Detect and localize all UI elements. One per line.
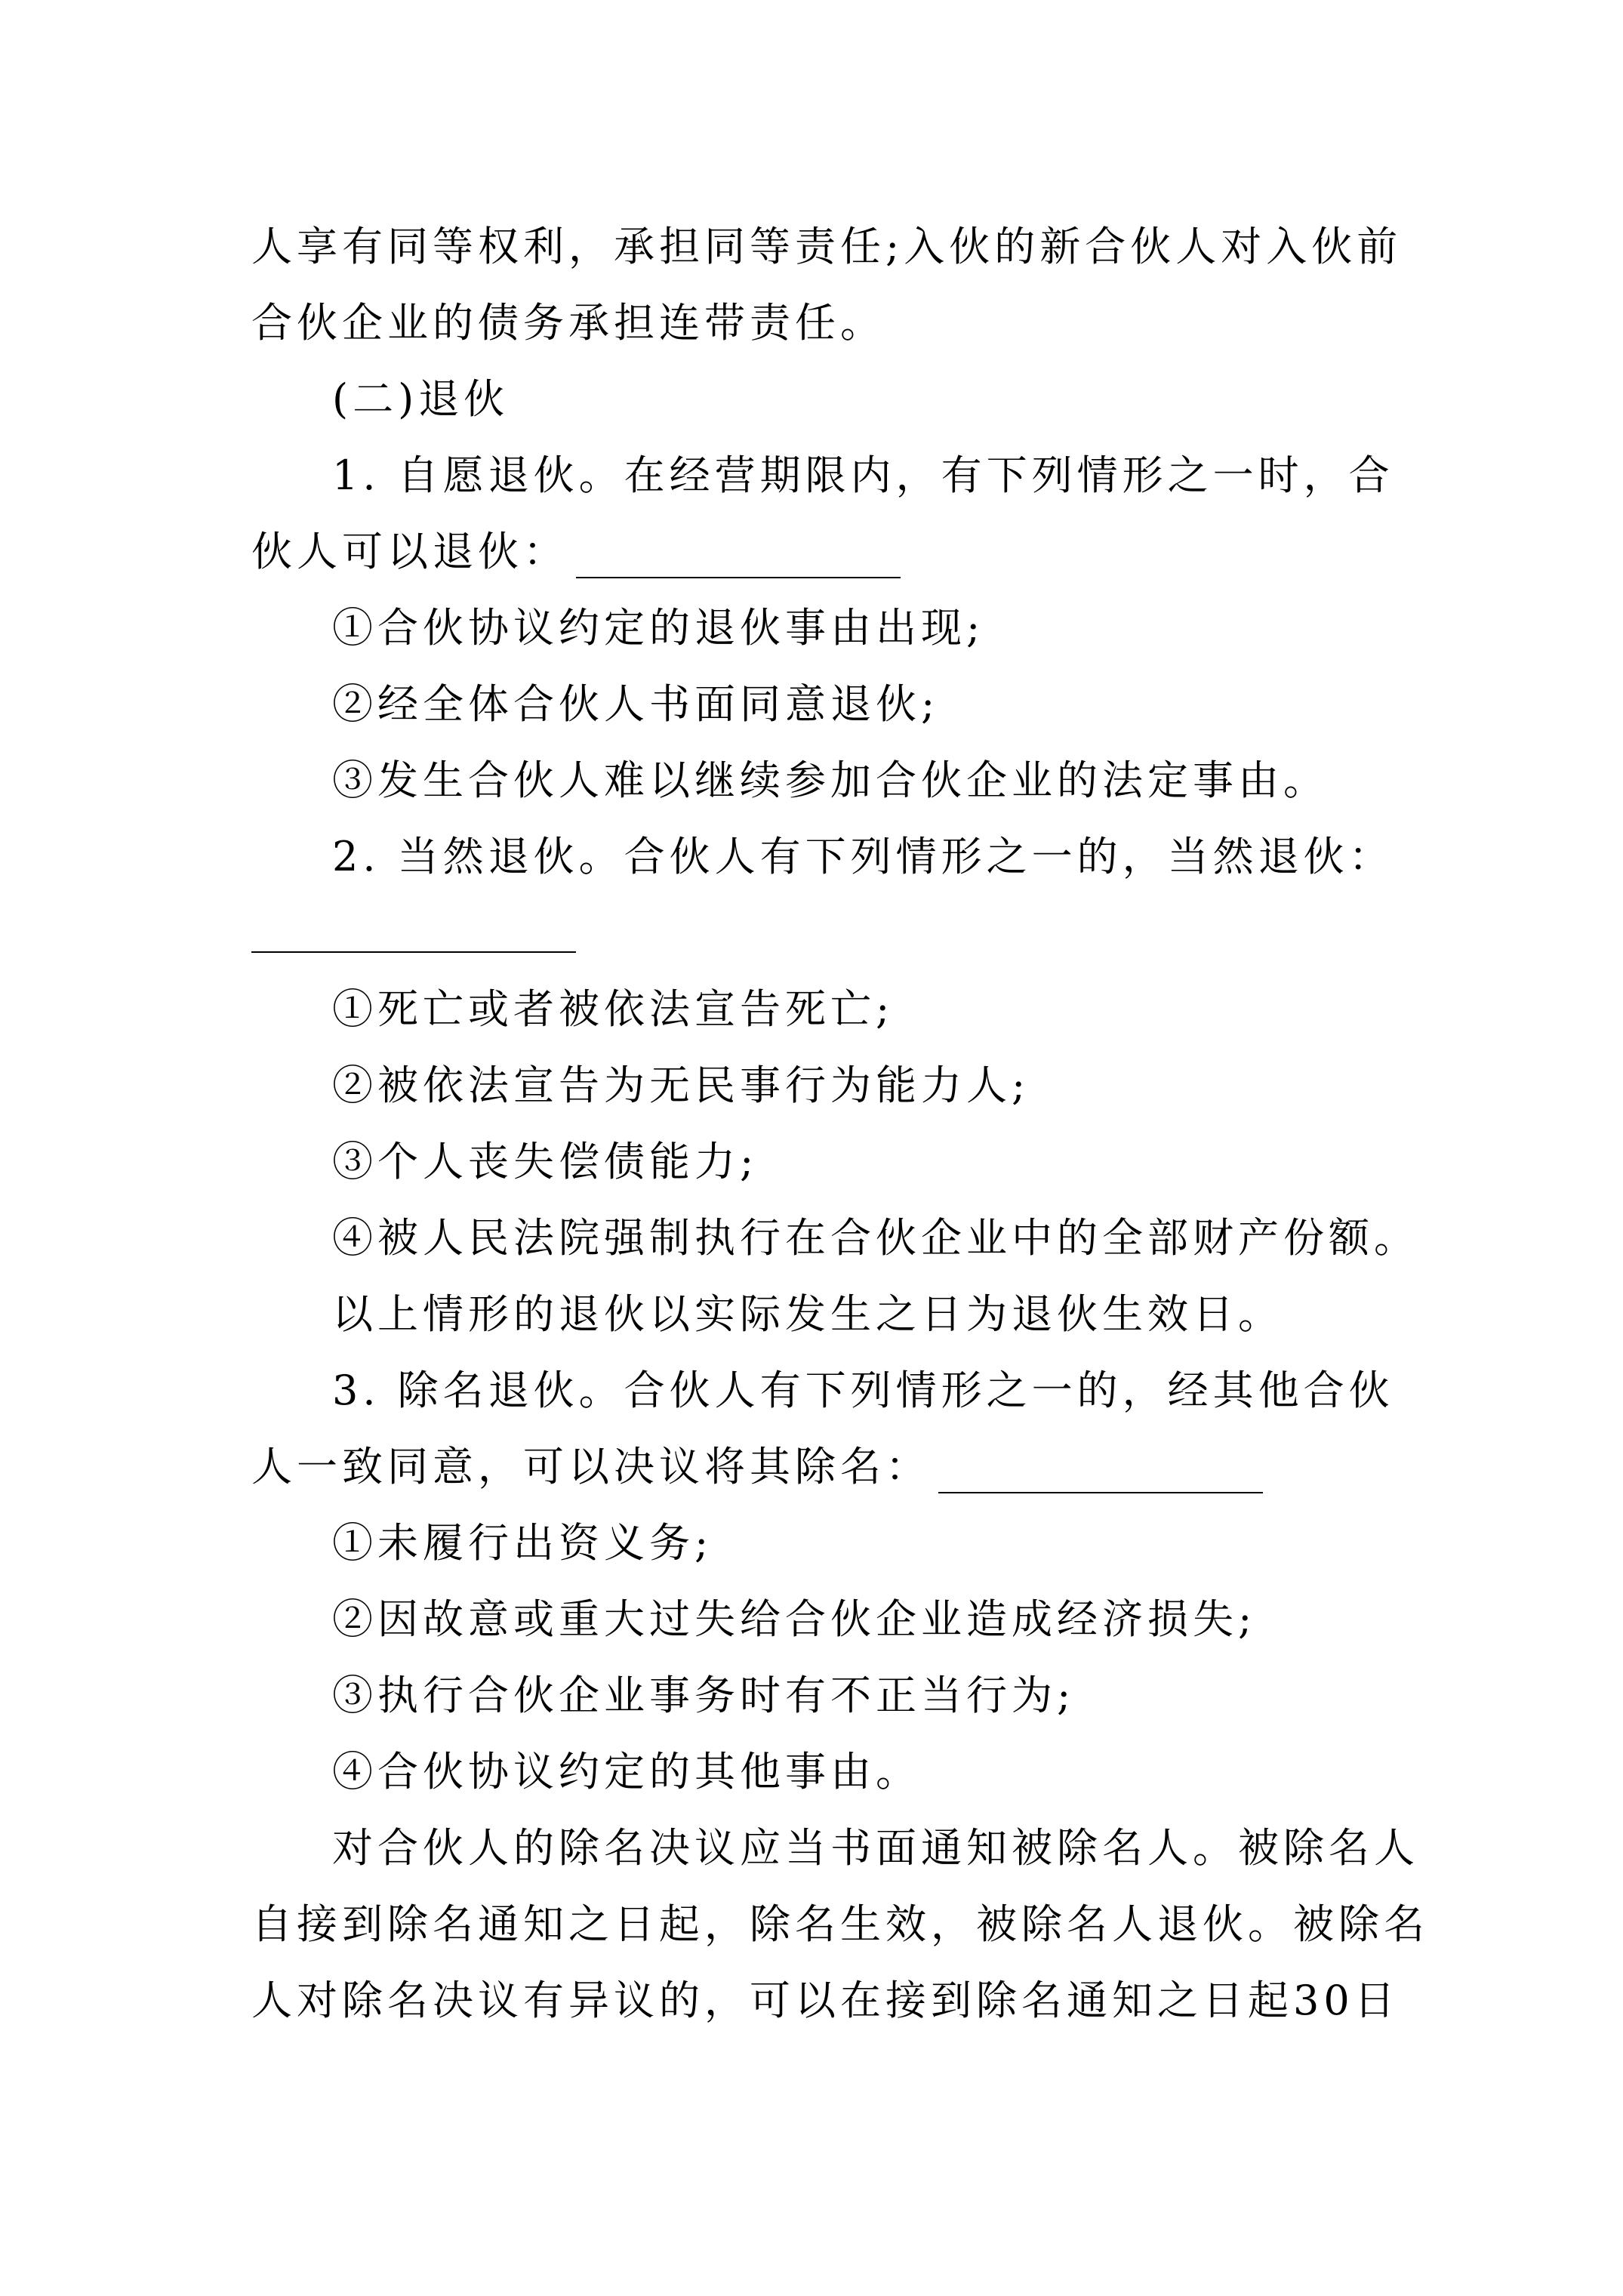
- line-text: 伙人可以退伙：: [251, 528, 568, 575]
- line-text: ①合伙协议约定的退伙事由出现;: [332, 604, 985, 652]
- paragraph-line: [332, 1288, 1480, 1341]
- section-heading: [332, 373, 1480, 426]
- line-text: ③个人丧失偿债能力;: [332, 1138, 759, 1185]
- paragraph-line: [251, 525, 1399, 578]
- list-item: [332, 1669, 1480, 1722]
- line-text: ③执行合伙企业事务时有不正当行为;: [332, 1672, 1076, 1719]
- line-text: ②经全体合伙人书面同意退伙;: [332, 680, 940, 728]
- line-text: ④合伙协议约定的其他事由。: [332, 1748, 921, 1795]
- paragraph-line: [332, 831, 1480, 883]
- list-item: [332, 983, 1480, 1036]
- line-text: ②因故意或重大过失给合伙企业造成经济损失;: [332, 1595, 1257, 1643]
- list-item: [332, 1136, 1480, 1188]
- line-text: ③发生合伙人难以继续参加合伙企业的法定事由。: [332, 757, 1329, 804]
- list-item: [332, 602, 1480, 655]
- list-item: [332, 754, 1480, 807]
- list-item: [332, 1517, 1480, 1570]
- list-item: [332, 1746, 1480, 1798]
- line-text: 以上情形的退伙以实际发生之日为退伙生效日。: [332, 1290, 1283, 1338]
- line-text: 人享有同等权利，承担同等责任;入伙的新合伙人对入伙前: [251, 223, 1403, 270]
- list-item: [332, 1059, 1480, 1112]
- list-item: [332, 1212, 1480, 1265]
- line-text: 3. 除名退伙。合伙人有下列情形之一的，经其他合伙: [332, 1367, 1394, 1414]
- paragraph-line: [251, 1898, 1429, 1951]
- line-text: 自接到除名通知之日起，除名生效，被除名人退伙。被除名: [251, 1900, 1429, 1948]
- paragraph-line: [332, 449, 1480, 502]
- heading-text: (二)退伙: [332, 375, 510, 423]
- paragraph-line: [251, 297, 1399, 350]
- line-text: ④被人民法院强制执行在合伙企业中的全部财产份额。: [332, 1214, 1419, 1262]
- line-text: 1. 自愿退伙。在经营期限内，有下列情形之一时，合: [332, 451, 1394, 499]
- line-text: 合伙企业的债务承担连带责任。: [251, 299, 885, 347]
- list-item: [332, 678, 1480, 731]
- paragraph-line: [251, 1974, 1399, 2027]
- paragraph-line: [251, 220, 1403, 273]
- list-item: [332, 1593, 1480, 1646]
- line-text: ①未履行出资义务;: [332, 1519, 713, 1567]
- blank-fill-line: [576, 538, 901, 578]
- line-text: 人一致同意，可以决议将其除名：: [251, 1443, 931, 1490]
- paragraph-line: [332, 1822, 1480, 1875]
- line-text: 人对除名决议有异议的，可以在接到除名通知之日起30日: [251, 1977, 1400, 2024]
- paragraph-line: [332, 1364, 1480, 1417]
- paragraph-line: [251, 1441, 1399, 1493]
- line-text: ①死亡或者被依法宣告死亡;: [332, 985, 895, 1033]
- line-text: 2. 当然退伙。合伙人有下列情形之一的，当然退伙：: [332, 833, 1394, 880]
- blank-fill-line: [251, 951, 576, 953]
- line-text: 对合伙人的除名决议应当书面通知被除名人。被除名人: [332, 1824, 1419, 1872]
- line-text: ②被依法宣告为无民事行为能力人;: [332, 1062, 1030, 1109]
- blank-fill-line: [938, 1453, 1263, 1493]
